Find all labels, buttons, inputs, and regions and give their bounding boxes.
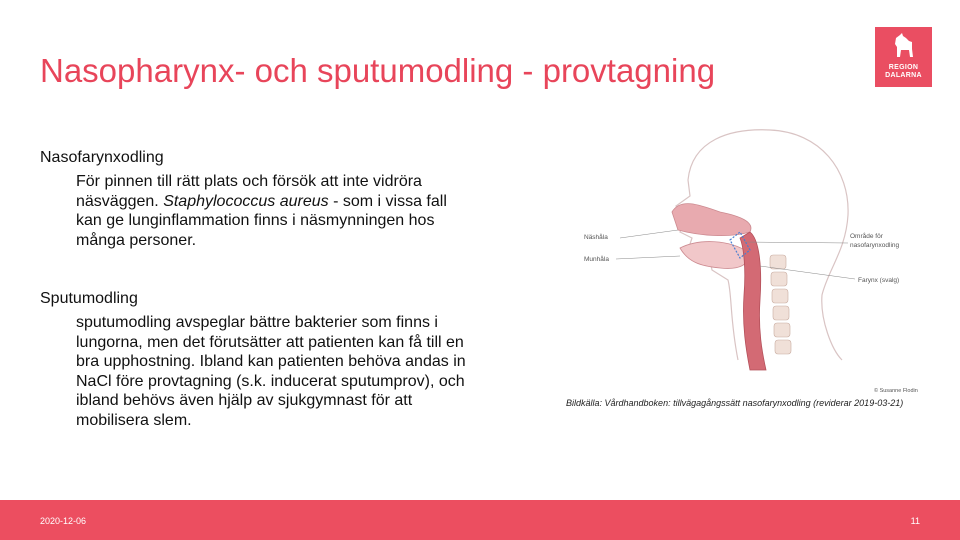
section-body-nasofarynx: För pinnen till rätt plats och försök att inte vidröra näsväggen. Staphylococcus aureus - som i vissa fall kan ge lunginflammation finns i näsmynningen hos många personer. [76, 173, 447, 249]
page-number: 11 [910, 516, 920, 526]
slide-title: Nasopharynx- och sputumodling - provtagning [40, 52, 716, 89]
region-logo [875, 27, 932, 87]
section-heading-nasofarynx: Nasofarynxodling [40, 149, 164, 166]
label-swab-area-2: nasofarynxodling [850, 242, 900, 249]
image-caption: Bildkälla: Vårdhandboken: tillvägagångssätt nasofarynxodling (reviderar 2019-03-21) [566, 398, 904, 408]
dala-horse-icon [875, 27, 932, 65]
section-body-sputum: sputumodling avspeglar bättre bakterier som finns i lungorna, men det förutsätter att patienten kan få till en bra upphostning. Ibland kan patienten behöva andas in NaCl före provtagning (s.k. inducerat sputumprov), och ibland behövs även hjälp av sjukgymnast för att mobilisera slem. [76, 314, 466, 429]
label-nasal-cavity: Näshåla [584, 234, 608, 241]
logo-text: REGION DALARNA [885, 64, 922, 79]
nasal-cavity [672, 204, 751, 236]
figure-credit: © Susanne Flodin [874, 388, 918, 394]
label-swab-area: Område för [850, 233, 883, 240]
section-heading-sputum: Sputumodling [40, 290, 138, 307]
anatomy-illustration [580, 120, 940, 400]
footer-date: 2020-12-06 [40, 516, 87, 526]
label-pharynx: Farynx (svalg) [858, 277, 900, 284]
footer-bar [0, 500, 960, 540]
label-oral-cavity: Munhåla [584, 256, 609, 263]
pharynx [740, 232, 766, 370]
